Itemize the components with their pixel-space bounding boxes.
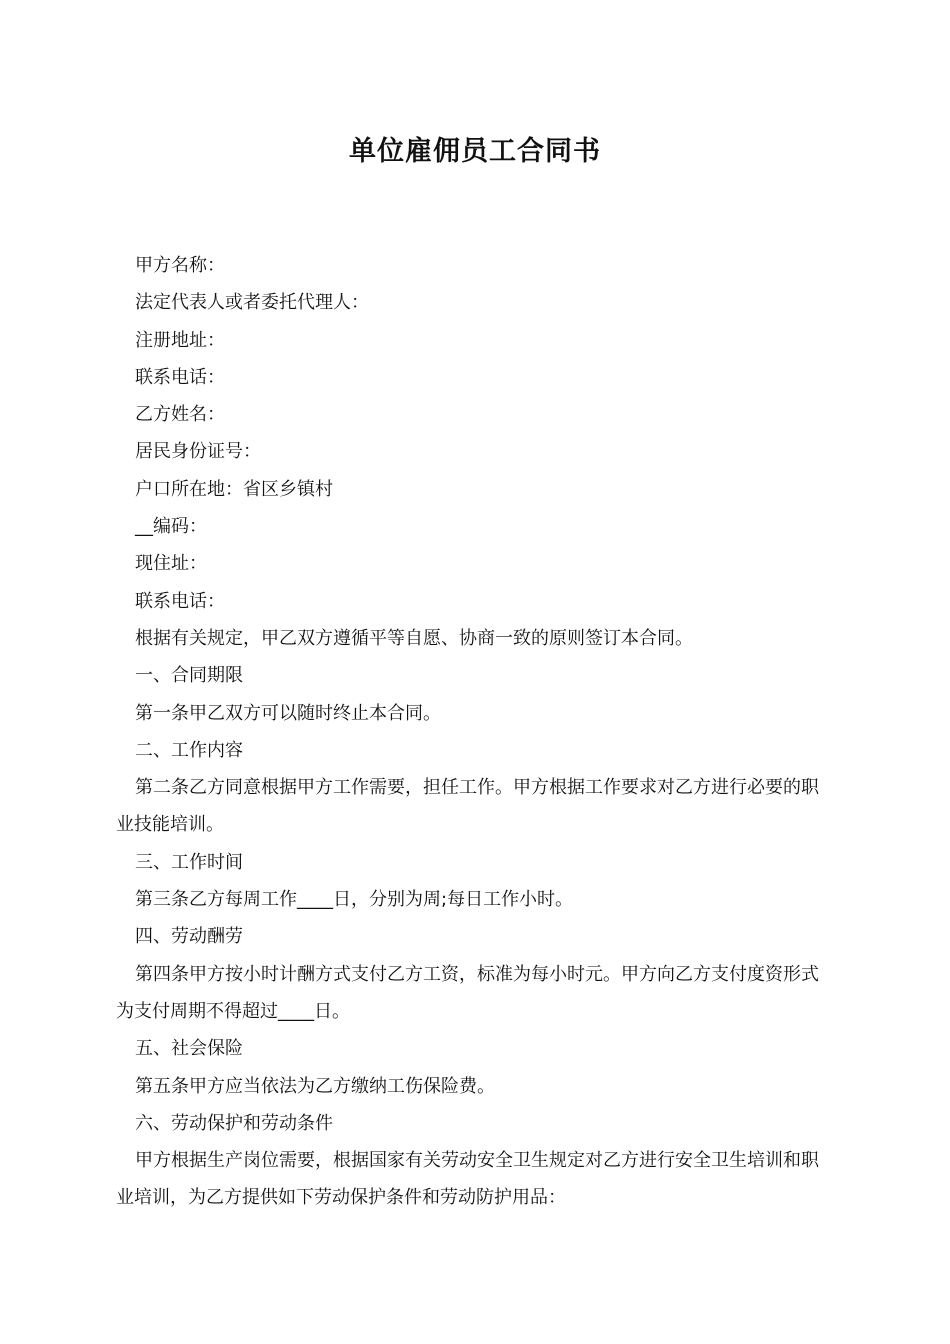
document-title: 单位雇佣员工合同书 — [349, 136, 601, 167]
field-party-b-name: 乙方姓名： — [135, 404, 225, 426]
article-paragraph: 第四条甲方按小时计酬方式支付乙方工资，标准为每小时元。甲方向乙方支付度资形式为支付周期不得超过____日。 — [116, 963, 819, 1022]
field-legal-representative: 法定代表人或者委托代理人： — [135, 292, 369, 314]
field-household-registration: 户口所在地：省区乡镇村 — [135, 478, 333, 500]
field-id-number: 居民身份证号： — [135, 441, 261, 463]
section-heading: 五、社会保险 — [135, 1038, 243, 1060]
section-heading: 六、劳动保护和劳动条件 — [135, 1112, 333, 1134]
field-current-address: 现住址： — [135, 553, 207, 575]
field-party-b-phone: 联系电话： — [135, 590, 225, 612]
section-heading: 四、劳动酬劳 — [135, 926, 243, 948]
document-body — [116, 247, 836, 1217]
field-postal-code: __编码： — [135, 516, 207, 538]
section-heading: 三、工作时间 — [135, 851, 243, 873]
section-heading: 二、工作内容 — [135, 739, 243, 761]
field-registered-address: 注册地址： — [135, 329, 225, 351]
article-paragraph: 第二条乙方同意根据甲方工作需要，担任工作。甲方根据工作要求对乙方进行必要的职业技能培训。 — [116, 777, 819, 836]
field-party-a-name: 甲方名称： — [135, 255, 225, 276]
article-paragraph: 第三条乙方每周工作____日，分别为周;每日工作小时。 — [135, 889, 574, 911]
article-paragraph: 第一条甲乙双方可以随时终止本合同。 — [135, 702, 441, 724]
field-party-a-phone: 联系电话： — [135, 366, 225, 388]
section-heading: 一、合同期限 — [135, 665, 243, 687]
preamble-paragraph: 根据有关规定，甲乙双方遵循平等自愿、协商一致的原则签订本合同。 — [135, 627, 693, 649]
article-paragraph: 第五条甲方应当依法为乙方缴纳工伤保险费。 — [135, 1075, 495, 1097]
article-paragraph: 甲方根据生产岗位需要，根据国家有关劳动安全卫生规定对乙方进行安全卫生培训和职业培训，为乙方提供如下劳动保护条件和劳动防护用品： — [116, 1150, 819, 1209]
